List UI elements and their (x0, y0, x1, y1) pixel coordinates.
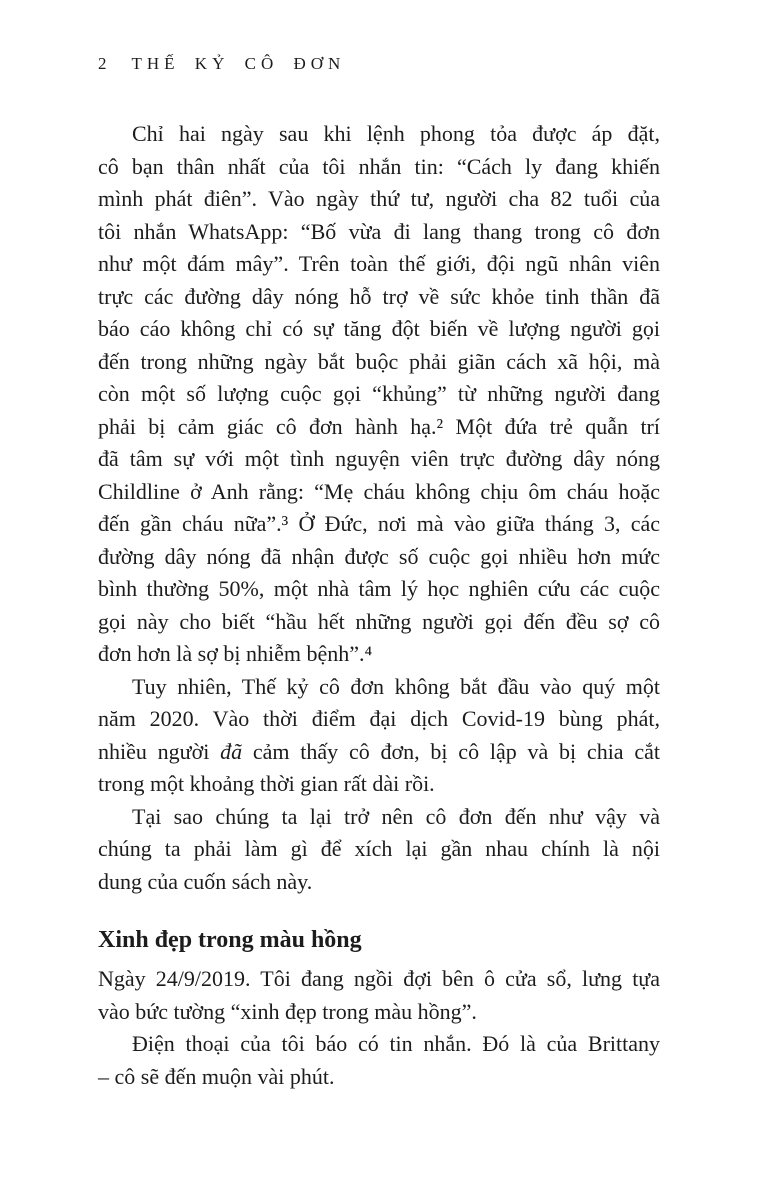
text-line: tôi nhắn WhatsApp: “Bố vừa đi lang thang trong cô đơn (98, 218, 660, 244)
text-line: chúng ta phải làm gì để xích lại gần nhau chính là nội (98, 836, 660, 861)
text-line: dung của cuốn sách này. (98, 868, 313, 894)
page-number: 2 (98, 54, 108, 73)
section-heading: Xinh đẹp trong màu hồng (98, 927, 362, 953)
text-line: đã tâm sự với một tình nguyện viên trực đường dây nóng (98, 446, 660, 471)
text-line: như một đám mây”. Trên toàn thế giới, đội ngũ nhân viên (98, 251, 660, 276)
text-line: đến trong những ngày bắt buộc phải giãn cách xã hội, mà (98, 348, 660, 374)
text-line: – cô sẽ đến muộn vài phút. (98, 1063, 335, 1089)
text-line: Ngày 24/9/2019. Tôi đang ngồi đợi bên ô cửa sổ, lưng tựa (98, 966, 660, 991)
text-line: nhiều người đã cảm thấy cô đơn, bị cô lập và bị chia cắt (98, 738, 660, 764)
text-line: còn một số lượng cuộc gọi “khủng” từ những người đang (98, 381, 660, 406)
text-line: Tại sao chúng ta lại trở nên cô đơn đến như vậy và (132, 803, 660, 829)
paragraph (98, 963, 660, 1028)
text-line: Childline ở Anh rằng: “Mẹ cháu không chịu ôm cháu hoặc (98, 478, 660, 504)
text-line: Chỉ hai ngày sau khi lệnh phong tỏa được áp đặt, (132, 121, 660, 146)
paragraph (98, 671, 660, 801)
page-body (98, 118, 660, 1093)
text-line: trong một khoảng thời gian rất dài rồi. (98, 771, 435, 796)
text-line: bình thường 50%, một nhà tâm lý học nghiên cứu các cuộc (98, 576, 660, 601)
text-line: gọi này cho biết “hầu hết những người gọi đến đều sợ cô (98, 608, 660, 634)
running-title: THẾ KỶ CÔ ĐƠN (131, 54, 346, 73)
text-line: mình phát điên”. Vào ngày thứ tư, người cha 82 tuổi của (98, 186, 660, 211)
text-line: Tuy nhiên, Thế kỷ cô đơn không bắt đầu vào quý một (132, 673, 660, 699)
italic-text: đã (220, 738, 243, 764)
text-line: trực các đường dây nóng hỗ trợ về sức khỏe tinh thần đã (98, 283, 660, 309)
text-line: phải bị cảm giác cô đơn hành hạ.² Một đứa trẻ quẫn trí (98, 413, 660, 439)
text-line: đơn hơn là sợ bị nhiễm bệnh”.⁴ (98, 641, 373, 666)
text-line: đến gần cháu nữa”.³ Ở Đức, nơi mà vào giữa tháng 3, các (98, 511, 660, 536)
text-line: vào bức tường “xinh đẹp trong màu hồng”. (98, 998, 477, 1024)
paragraph (98, 118, 660, 671)
running-header (98, 54, 660, 74)
text-line: đường dây nóng đã nhận được số cuộc gọi nhiều hơn mức (98, 543, 660, 569)
paragraph (98, 1028, 660, 1093)
text-line: cô bạn thân nhất của tôi nhắn tin: “Cách ly đang khiến (98, 153, 660, 179)
text-line: báo cáo không chỉ có sự tăng đột biến về lượng người gọi (98, 316, 660, 341)
paragraph (98, 801, 660, 899)
text-line: Điện thoại của tôi báo có tin nhắn. Đó là của Brittany (132, 1031, 660, 1056)
text-line: năm 2020. Vào thời điểm đại dịch Covid-19 bùng phát, (98, 706, 660, 731)
